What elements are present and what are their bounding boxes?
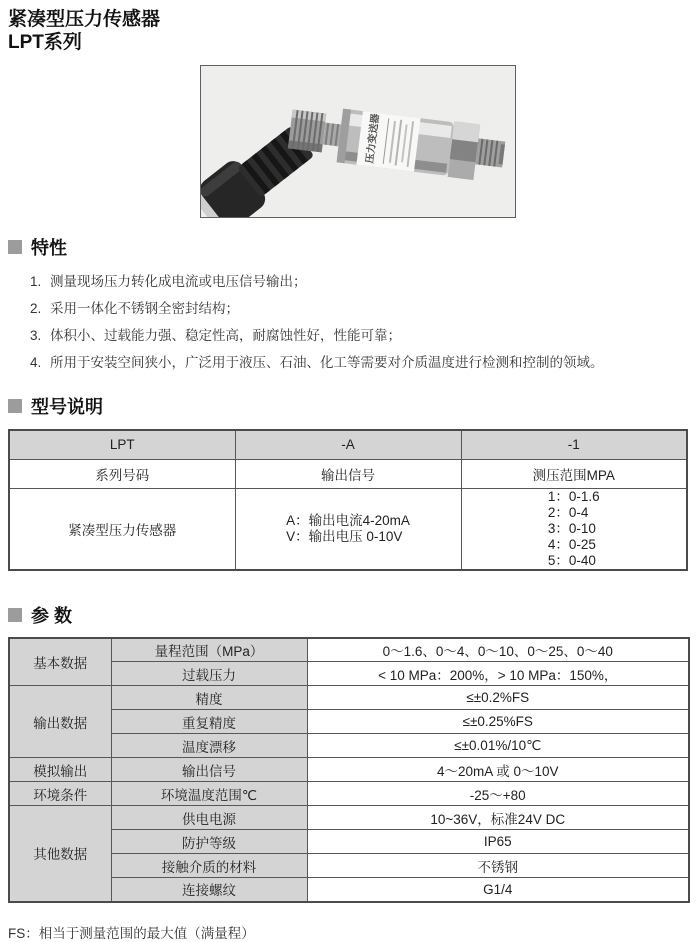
param-label-cell: 环境温度范围℃ bbox=[111, 782, 307, 806]
features-title: 特性 bbox=[31, 238, 67, 258]
square-bullet-icon bbox=[8, 399, 22, 413]
param-category-cell: 输出数据 bbox=[9, 686, 111, 758]
model-label-cell: 系列号码 bbox=[9, 459, 235, 488]
threaded-stud bbox=[475, 138, 505, 167]
feature-list bbox=[30, 268, 692, 376]
param-label-cell: 过载压力 bbox=[111, 662, 307, 686]
model-code-cell: -A bbox=[235, 430, 461, 459]
model-code-cell: -1 bbox=[461, 430, 687, 459]
square-bullet-icon bbox=[8, 608, 22, 622]
section-model bbox=[8, 393, 692, 571]
param-category-cell: 其他数据 bbox=[9, 806, 111, 902]
pressure-sensor-photo bbox=[201, 66, 515, 217]
param-label-cell: 供电电源 bbox=[111, 806, 307, 830]
list-item: 2. 采用一体化不锈钢全密封结构； bbox=[30, 301, 239, 316]
table-row bbox=[9, 782, 689, 806]
param-label-cell: 防护等级 bbox=[111, 830, 307, 854]
param-label-cell: 温度漂移 bbox=[111, 734, 307, 758]
param-value-cell: -25～+80 bbox=[307, 782, 689, 806]
param-value-cell: 0～1.6、0～4、0～10、0～25、0～40 bbox=[307, 638, 689, 662]
param-label-cell: 连接螺纹 bbox=[111, 878, 307, 902]
param-label-cell: 量程范围（MPa） bbox=[111, 638, 307, 662]
table-row bbox=[9, 830, 689, 854]
table-row bbox=[9, 459, 687, 488]
table-row bbox=[9, 758, 689, 782]
model-title: 型号说明 bbox=[31, 397, 103, 417]
param-value-cell: 4～20mA 或 0～10V bbox=[307, 758, 689, 782]
param-value-cell: ≤±0.2%FS bbox=[307, 686, 689, 710]
model-code-cell: LPT bbox=[9, 430, 235, 459]
param-label-cell: 重复精度 bbox=[111, 710, 307, 734]
param-label-cell: 接触介质的材料 bbox=[111, 854, 307, 878]
model-label-cell: 测压范围MPA bbox=[461, 459, 687, 488]
table-row bbox=[9, 638, 689, 662]
param-value-cell: G1/4 bbox=[307, 878, 689, 902]
param-value-cell: ≤±0.25%FS bbox=[307, 710, 689, 734]
params-heading bbox=[8, 602, 692, 628]
table-row bbox=[9, 686, 689, 710]
param-category-cell: 基本数据 bbox=[9, 638, 111, 686]
param-category-cell: 模拟输出 bbox=[9, 758, 111, 782]
list-item: 1. 测量现场压力转化成电流或电压信号输出； bbox=[30, 274, 307, 289]
model-value-cell: 1：0-1.6 2：0-4 3：0-10 4：0-25 5：0-40 bbox=[461, 488, 687, 570]
param-value-cell: IP65 bbox=[307, 830, 689, 854]
param-value-cell: < 10 MPa：200%，> 10 MPa：150%， bbox=[307, 662, 689, 686]
model-value-cell: A：输出电流4-20mA V：输出电压 0-10V bbox=[235, 488, 461, 570]
series-title: LPT系列 bbox=[8, 32, 82, 53]
section-params bbox=[8, 602, 692, 903]
parameters-table bbox=[8, 637, 690, 903]
param-label-cell: 精度 bbox=[111, 686, 307, 710]
table-row bbox=[9, 662, 689, 686]
square-bullet-icon bbox=[8, 240, 22, 254]
table-row bbox=[9, 488, 687, 570]
param-label-cell: 输出信号 bbox=[111, 758, 307, 782]
model-heading bbox=[8, 393, 692, 419]
model-value-cell: 紧凑型压力传感器 bbox=[9, 488, 235, 570]
table-row bbox=[9, 734, 689, 758]
model-label-cell: 输出信号 bbox=[235, 459, 461, 488]
table-row bbox=[9, 430, 687, 459]
model-code-table bbox=[8, 429, 688, 571]
page-title: 紧凑型压力传感器 bbox=[8, 9, 161, 30]
table-row bbox=[9, 878, 689, 902]
fs-footnote: FS：相当于测量范围的最大值（满量程） bbox=[8, 925, 255, 941]
table-row bbox=[9, 710, 689, 734]
spec-label-text: 压力变送器 bbox=[364, 113, 382, 165]
section-features bbox=[8, 234, 692, 376]
product-photo-frame bbox=[200, 65, 516, 218]
list-item: 3. 体积小、过载能力强、稳定性高，耐腐蚀性好，性能可靠； bbox=[30, 328, 401, 343]
features-heading bbox=[8, 234, 692, 260]
params-title: 参 数 bbox=[31, 605, 73, 626]
param-category-cell: 环境条件 bbox=[9, 782, 111, 806]
list-item: 4. 所用于安装空间狭小，广泛用于液压、石油、化工等需要对介质温度进行检测和控制的领域。 bbox=[30, 355, 604, 370]
param-value-cell: ≤±0.01%/10℃ bbox=[307, 734, 689, 758]
param-value-cell: 10~36V，标准24V DC bbox=[307, 806, 689, 830]
table-row bbox=[9, 854, 689, 878]
param-value-cell: 不锈钢 bbox=[307, 854, 689, 878]
table-row bbox=[9, 806, 689, 830]
